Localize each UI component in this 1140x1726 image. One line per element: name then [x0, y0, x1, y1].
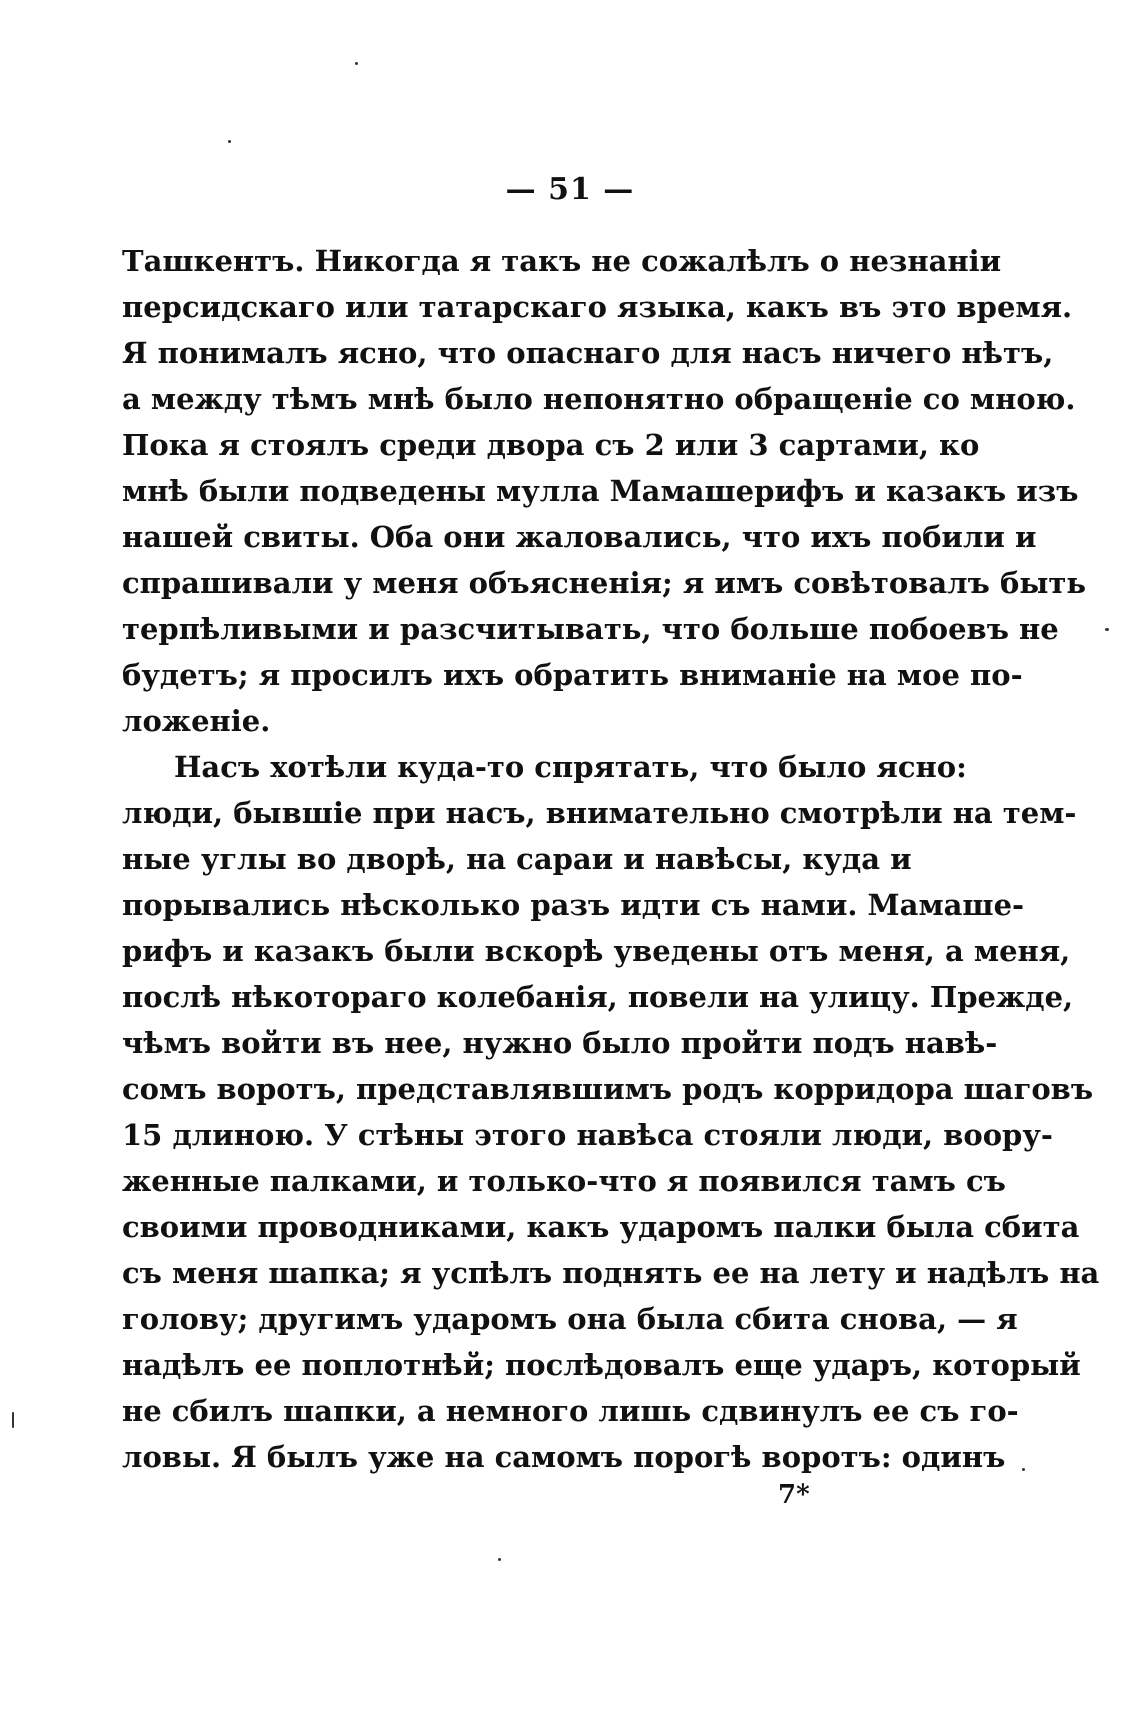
text-line: терпѣливыми и разсчитывать, что больше побоевъ не	[122, 612, 1059, 646]
text-line: а между тѣмъ мнѣ было непонятно обращеніе со мною.	[122, 382, 1076, 416]
text-line: мнѣ были подведены мулла Мамашерифъ и казакъ изъ	[122, 474, 1079, 508]
text-line: 15 длиною. У стѣны этого навѣса стояли люди, воору-	[122, 1118, 1053, 1152]
text-line: Насъ хотѣли куда-то спрятать, что было ясно:	[174, 750, 967, 784]
text-line: люди, бывшіе при насъ, внимательно смотрѣли на тем-	[122, 796, 1077, 830]
text-line: надѣлъ ее поплотнѣй; послѣдовалъ еще ударъ, который	[122, 1348, 1081, 1382]
scan-speck	[1022, 1468, 1025, 1471]
text-line: персидскаго или татарскаго языка, какъ въ это время.	[122, 290, 1073, 324]
text-line: ловы. Я былъ уже на самомъ порогѣ воротъ: одинъ	[122, 1440, 1006, 1474]
text-line: нашей свиты. Оба они жаловались, что ихъ побили и	[122, 520, 1037, 554]
text-line: ные углы во дворѣ, на сараи и навѣсы, куда и	[122, 842, 912, 876]
text-line: съ меня шапка; я успѣлъ поднять ее на лету и надѣлъ на	[122, 1256, 1100, 1290]
scan-speck	[228, 140, 231, 143]
text-line: не сбилъ шапки, а немного лишь сдвинулъ ее съ го-	[122, 1394, 1019, 1428]
text-line: Пока я стоялъ среди двора съ 2 или 3 сартами, ко	[122, 428, 980, 462]
scan-speck	[498, 1558, 501, 1561]
text-line: Я понималъ ясно, что опаснаго для насъ ничего нѣтъ,	[122, 336, 1054, 370]
text-line: голову; другимъ ударомъ она была сбита снова, — я	[122, 1302, 1018, 1336]
scan-speck	[355, 62, 358, 65]
text-line: порывались нѣсколько разъ идти съ нами. Мамаше-	[122, 888, 1025, 922]
text-line: послѣ нѣкотораго колебанія, повели на улицу. Прежде,	[122, 980, 1074, 1014]
text-line: спрашивали у меня объясненія; я имъ совѣтовалъ быть	[122, 566, 1087, 600]
scan-speck	[1105, 628, 1109, 631]
scan-speck	[12, 1412, 14, 1428]
text-line: чѣмъ войти въ нее, нужно было пройти подъ навѣ-	[122, 1026, 998, 1060]
text-line: женные палками, и только-что я появился тамъ съ	[122, 1164, 1006, 1198]
text-line: сомъ воротъ, представлявшимъ родъ корридора шаговъ	[122, 1072, 1094, 1106]
text-line: будетъ; я просилъ ихъ обратить вниманіе на мое по-	[122, 658, 1023, 692]
text-line: рифъ и казакъ были вскорѣ уведены отъ меня, а меня,	[122, 934, 1071, 968]
body-text	[122, 238, 1100, 1480]
text-line: Ташкентъ. Никогда я такъ не сожалѣлъ о незнаніи	[122, 244, 1002, 278]
printer-signature-mark: 7*	[778, 1480, 810, 1510]
text-line: ложеніе.	[122, 704, 271, 738]
page-number: — 51 —	[505, 172, 635, 207]
text-line: своими проводниками, какъ ударомъ палки была сбита	[122, 1210, 1080, 1244]
